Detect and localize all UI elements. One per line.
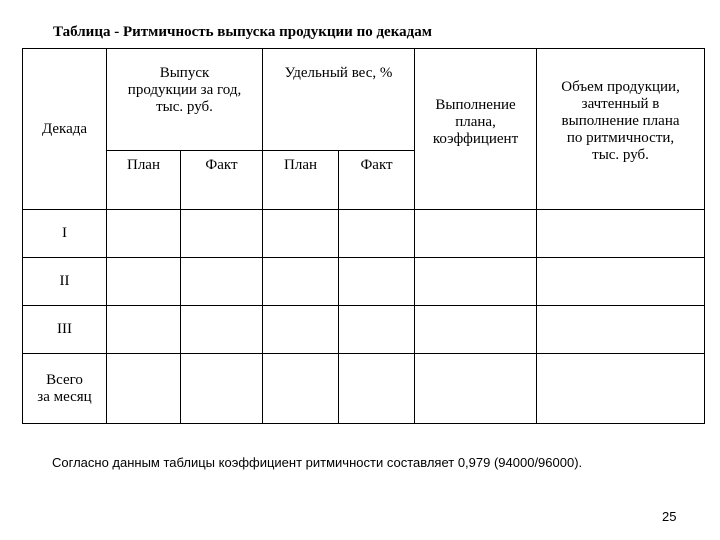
- cell: [181, 354, 263, 424]
- cell: [415, 354, 537, 424]
- header-share-plan: План: [263, 151, 339, 210]
- cell: [415, 258, 537, 306]
- header-share: Удельный вес, %: [263, 49, 415, 151]
- row-label-total: Всего за месяц: [23, 354, 107, 424]
- header-execution: Выполнение плана, коэффициент: [415, 49, 537, 210]
- table-row: [23, 258, 705, 306]
- row-label: II: [23, 258, 107, 306]
- rhythm-table: [22, 48, 705, 424]
- header-decade: Декада: [23, 49, 107, 210]
- table-note: Согласно данным таблицы коэффициент ритмичности составляет 0,979 (94000/96000).: [52, 455, 583, 470]
- cell: [537, 354, 705, 424]
- cell: [181, 306, 263, 354]
- page-number: 25: [662, 509, 677, 524]
- cell: [537, 210, 705, 258]
- cell: [263, 306, 339, 354]
- cell: [415, 306, 537, 354]
- cell: [339, 306, 415, 354]
- header-volume: Объем продукции, зачтенный в выполнение плана по ритмичности, тыс. руб.: [537, 49, 705, 210]
- cell: [181, 210, 263, 258]
- cell: [107, 210, 181, 258]
- cell: [263, 258, 339, 306]
- header-output: Выпуск продукции за год, тыс. руб.: [107, 49, 263, 151]
- header-output-fact: Факт: [181, 151, 263, 210]
- cell: [537, 258, 705, 306]
- table-row-total: [23, 354, 705, 424]
- cell: [263, 210, 339, 258]
- cell: [107, 354, 181, 424]
- cell: [339, 258, 415, 306]
- cell: [339, 210, 415, 258]
- cell: [107, 306, 181, 354]
- cell: [181, 258, 263, 306]
- header-output-plan: План: [107, 151, 181, 210]
- table-row: [23, 210, 705, 258]
- cell: [107, 258, 181, 306]
- row-label: I: [23, 210, 107, 258]
- table-row: [23, 306, 705, 354]
- cell: [263, 354, 339, 424]
- cell: [339, 354, 415, 424]
- cell: [415, 210, 537, 258]
- row-label: III: [23, 306, 107, 354]
- table-title: Таблица - Ритмичность выпуска продукции по декадам: [53, 24, 432, 40]
- cell: [537, 306, 705, 354]
- header-share-fact: Факт: [339, 151, 415, 210]
